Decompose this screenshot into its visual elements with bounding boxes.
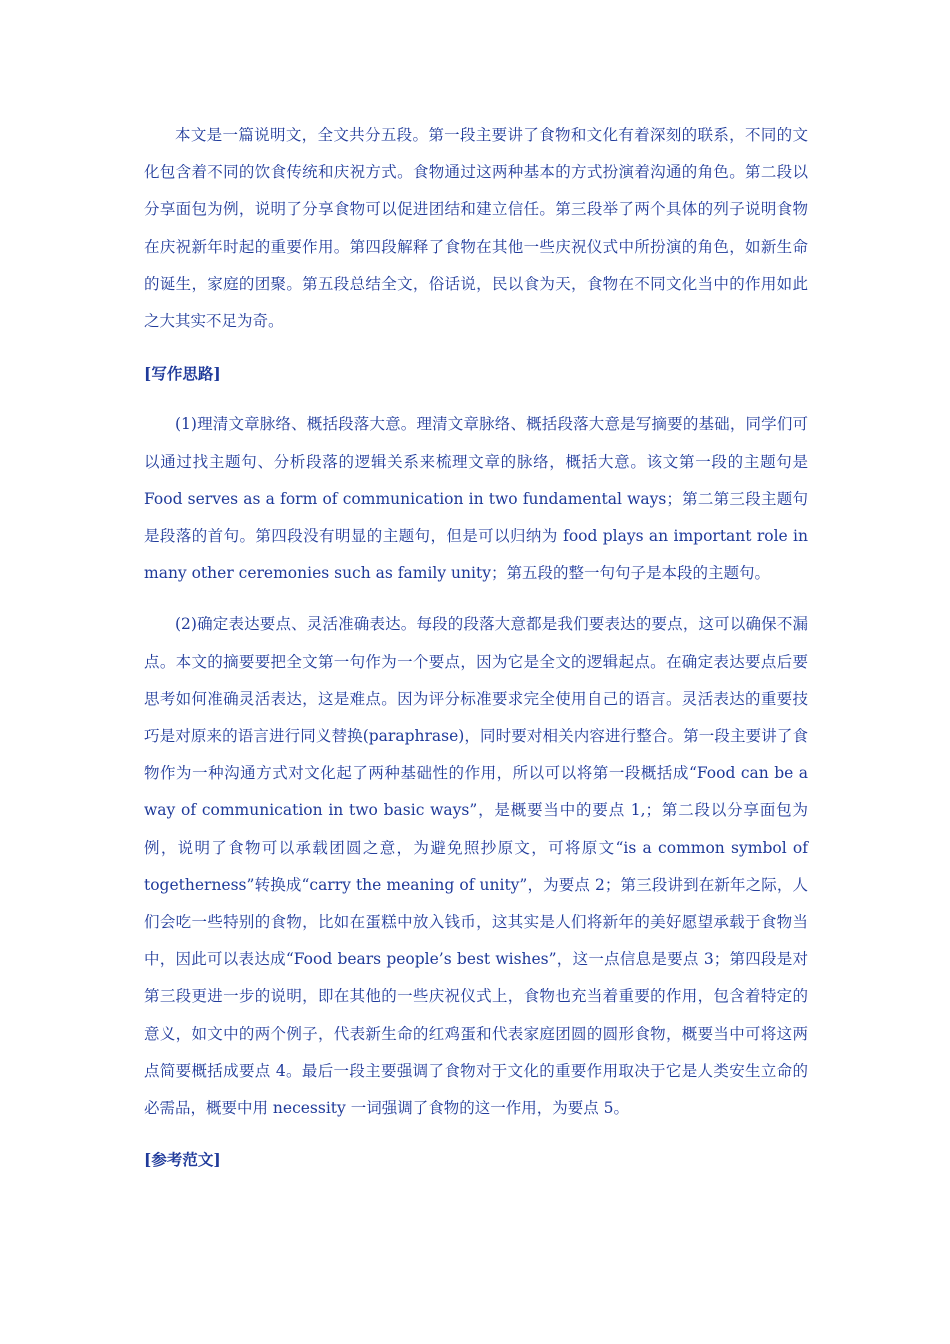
point-1-paragraph: (1)理清文章脉络、概括段落大意。理清文章脉络、概括段落大意是写摘要的基础，同学们可以通过找主题句、分析段落的逻辑关系来梳理文章的脉络，概括大意。该文第一段的主题句是 Food serves as a form of communication in two fundamental ways；第二第三段主题句是段落的首句。第四段没有明显的主题句，但是可以归纳为 food plays an important role in many other ceremonies such as family unity；第五段的整一句句子是本段的主题句。 xyxy=(144,415,808,583)
point-2-paragraph: (2)确定表达要点、灵活准确表达。每段的段落大意都是我们要表达的要点，这可以确保不漏点。本文的摘要要把全文第一句作为一个要点，因为它是全文的逻辑起点。在确定表达要点后要思考如何准确灵活表达，这是难点。因为评分标准要求完全使用自己的语言。灵活表达的重要技巧是对原来的语言进行同义替换(paraphrase)，同时要对相关内容进行整合。第一段主要讲了食物作为一种沟通方式对文化起了两种基础性的作用，所以可以将第一段概括成“Food can be a way of communication in two basic ways”，是概要当中的要点 1,；第二段以分享面包为例，说明了食物可以承载团圆之意，为避免照抄原文，可将原文“is a common symbol of togetherness”转换成“carry the meaning of unity”，为要点 2；第三段讲到在新年之际，人们会吃一些特别的食物，比如在蛋糕中放入钱币，这其实是人们将新年的美好愿望承载于食物当中，因此可以表达成“Food bears people’s best wishes”，这一点信息是要点 3；第四段是对第三段更进一步的说明，即在其他的一些庆祝仪式上，食物也充当着重要的作用，包含着特定的意义，如文中的两个例子，代表新生命的红鸡蛋和代表家庭团圆的圆形食物，概要当中可将这两点简要概括成要点 4。最后一段主要强调了食物对于文化的重要作用取决于它是人类安生立命的必需品，概要中用 necessity 一词强调了食物的这一作用，为要点 5。 xyxy=(144,615,808,1118)
summary-paragraph: 本文是一篇说明文，全文共分五段。第一段主要讲了食物和文化有着深刻的联系，不同的文化包含着不同的饮食传统和庆祝方式。食物通过这两种基本的方式扮演着沟通的角色。第二段以分享面包为例，说明了分享食物可以促进团结和建立信任。第三段举了两个具体的列子说明食物在庆祝新年时起的重要作用。第四段解释了食物在其他一些庆祝仪式中所扮演的角色，如新生命的诞生，家庭的团聚。第五段总结全文，俗话说，民以食为天，食物在不同文化当中的作用如此之大其实不足为奇。 xyxy=(144,126,808,331)
document-page xyxy=(144,117,808,1178)
spacer xyxy=(144,1127,808,1141)
spacer xyxy=(144,340,808,355)
spacer xyxy=(144,392,808,406)
spacer xyxy=(144,592,808,606)
heading-reference-essay: [参考范文] xyxy=(144,1150,221,1170)
heading-writing-ideas: [写作思路] xyxy=(144,364,221,384)
